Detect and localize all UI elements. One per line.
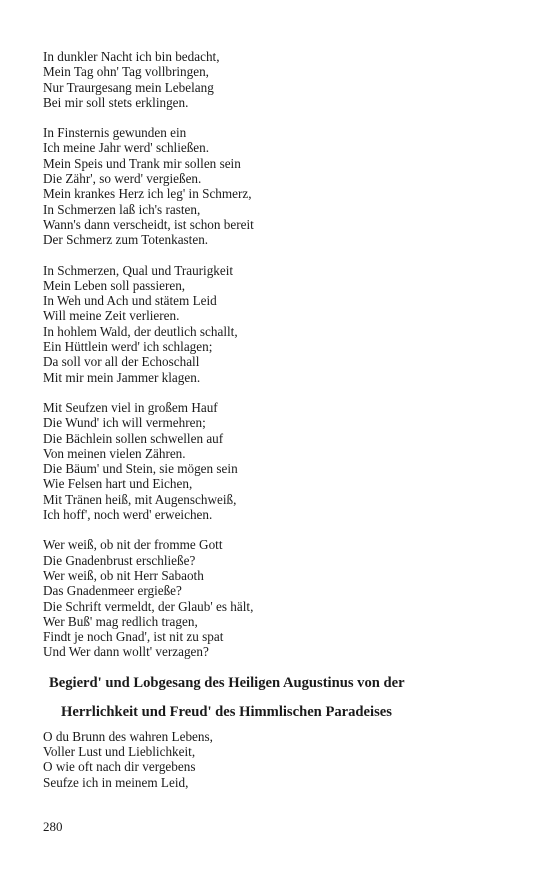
verse-line: Wer weiß, ob nit Herr Sabaoth [43,567,204,583]
verse-line: Das Gnadenmeer ergieße? [43,583,182,599]
verse-line: Von meinen vielen Zähren. [43,445,186,461]
verse-line: Will meine Zeit verlieren. [43,308,180,324]
stanza-3 [43,263,513,385]
verse-line: Mein Tag ohn' Tag vollbringen, [43,64,209,80]
verse-line: Der Schmerz zum Totenkasten. [43,232,209,248]
verse-line: Mein Leben soll passieren, [43,277,186,293]
stanza-2 [43,125,513,247]
verse-line: Die Wund' ich will vermehren; [43,415,206,431]
verse-line: Mit Tränen heiß, mit Augenschweiß, [43,491,237,507]
verse-line: In dunkler Nacht ich bin bedacht, [43,49,220,64]
verse-line: Und Wer dann wollt' verzagen? [43,644,209,660]
verse-line: Wer weiß, ob nit der fromme Gott [43,537,223,553]
verse-line: In Schmerzen, Qual und Traurigkeit [43,262,234,278]
section-heading-line-1: Begierd' und Lobgesang des Heiligen Augustinus von der [49,674,405,691]
verse-line: Ich meine Jahr werd' schließen. [43,140,210,156]
verse-line: O du Brunn des wahren Lebens, [43,728,213,744]
verse-line: In hohlem Wald, der deutlich schallt, [43,323,238,339]
verse-line: Die Bäum' und Stein, sie mögen sein [43,461,238,477]
verse-line: Nur Traurgesang mein Lebelang [43,79,214,95]
verse-line: Die Schrift vermeldt, der Glaub' es hält, [43,598,254,614]
verse-line: Mit Seufzen viel in großem Hauf [43,399,218,415]
verse-line: Die Gnadenbrust erschließe? [43,552,196,568]
section-heading-line-2: Herrlichkeit und Freud' des Himmlischen Paradeises [61,703,392,720]
stanza-1 [43,49,513,110]
verse-line: Bei mir soll stets erklingen. [43,94,189,110]
verse-line: Voller Lust und Lieblichkeit, [43,743,196,759]
verse-line: Mit mir mein Jammer klagen. [43,369,201,385]
verse-line: Mein Speis und Trank mir sollen sein [43,155,241,171]
verse-line: In Weh und Ach und stätem Leid [43,293,217,309]
verse-line: Ein Hüttlein werd' ich schlagen; [43,339,213,355]
verse-line: Ich hoff', noch werd' erweichen. [43,507,213,523]
verse-line: Findt je noch Gnad', ist nit zu spat [43,629,224,645]
stanza-5 [43,537,513,659]
page-text [43,49,513,805]
verse-line: In Schmerzen laß ich's rasten, [43,201,201,217]
stanza-final [43,729,513,790]
verse-line: O wie oft nach dir vergebens [43,759,196,775]
verse-line: Da soll vor all der Echoschall [43,354,200,370]
stanza-4 [43,400,513,522]
verse-line: Seufze ich in meinem Leid, [43,774,189,790]
page-number: 280 [43,819,63,834]
verse-line: Die Zähr', so werd' vergießen. [43,171,202,187]
verse-line: Wie Felsen hart und Eichen, [43,476,193,492]
verse-line: Wer Buß' mag redlich tragen, [43,613,198,629]
verse-line: Die Bächlein sollen schwellen auf [43,430,224,446]
verse-line: In Finsternis gewunden ein [43,125,187,141]
verse-line: Wann's dann verscheidt, ist schon bereit [43,216,254,232]
verse-line: Mein krankes Herz ich leg' in Schmerz, [43,186,252,202]
